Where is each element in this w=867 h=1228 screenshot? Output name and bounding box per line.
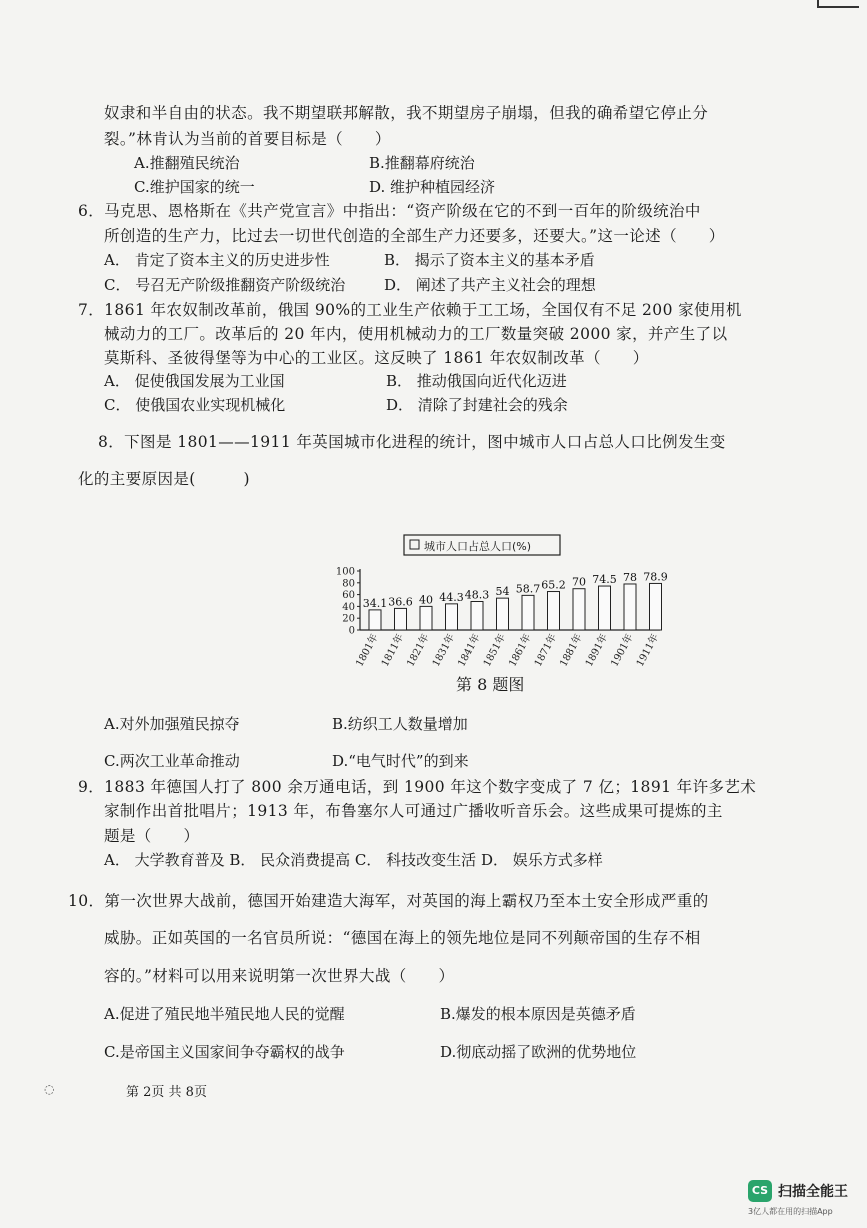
bar — [395, 608, 407, 630]
page-number: 第 2页 共 8页 — [126, 1085, 207, 1100]
chart-svg — [320, 533, 680, 673]
q6-line1: 6．马克思、恩格斯在《共产党宣言》中指出：“资产阶级在它的不到一百年的阶级统治中 — [78, 202, 701, 220]
bar-value-label: 78 — [623, 570, 637, 584]
q8-line1: 8．下图是 1801——1911 年英国城市化进程的统计，图中城市人口占总人口比例发生变 — [98, 433, 726, 451]
q5-option-a: A.推翻殖民统治 — [134, 154, 240, 172]
q10-option-c: C.是帝国主义国家间争夺霸权的战争 — [104, 1043, 345, 1061]
bar — [369, 610, 381, 630]
bar — [471, 602, 483, 630]
bar-value-label: 58.7 — [515, 582, 541, 596]
y-tick-label: 20 — [342, 613, 355, 625]
legend-swatch — [410, 540, 419, 549]
bar — [599, 586, 611, 630]
bar — [522, 595, 534, 630]
x-tick-label: 1841年 — [456, 632, 483, 669]
bar-value-label: 36.6 — [388, 595, 413, 609]
q8-line2: 化的主要原因是( ) — [78, 470, 250, 488]
bar — [573, 589, 585, 630]
bar-value-label: 74.5 — [592, 573, 617, 587]
y-tick-label: 40 — [342, 601, 355, 613]
x-tick-label: 1871年 — [532, 632, 560, 669]
bar-value-label: 48.3 — [464, 588, 490, 602]
q10-option-b: B.爆发的根本原因是英德矛盾 — [440, 1005, 636, 1023]
x-tick-label: 1911年 — [634, 632, 662, 669]
q8-option-a: A.对外加强殖民掠夺 — [104, 715, 240, 733]
q6-line2: 所创造的生产力，比过去一切世代创造的全部生产力还要多，还要大。”这一论述（ ） — [104, 227, 725, 245]
bar — [446, 604, 458, 630]
q5-line1: 奴隶和半自由的状态。我不期望联邦解散，我不期望房子崩塌，但我的确希望它停止分 — [104, 104, 709, 122]
q7-option-d: D． 清除了封建社会的残余 — [386, 396, 568, 414]
watermark-name: 扫描全能王 — [778, 1184, 848, 1200]
bar — [548, 592, 560, 630]
bar-value-label: 54 — [495, 585, 510, 599]
x-tick-label: 1831年 — [430, 632, 458, 669]
y-tick-label: 100 — [335, 566, 355, 578]
q7-option-c: C． 使俄国农业实现机械化 — [104, 396, 286, 414]
q9-line1: 9．1883 年德国人打了 800 余万通电话，到 1900 年这个数字变成了 7 亿；1891 年许多艺术 — [78, 778, 757, 796]
x-tick-label: 1851年 — [481, 632, 509, 669]
q5-option-d: D. 维护种植园经济 — [369, 178, 496, 196]
bar-value-label: 78.9 — [643, 570, 668, 584]
q5-option-b: B.推翻幕府统治 — [369, 154, 475, 172]
x-tick-label: 1821年 — [405, 632, 432, 669]
q6-option-b: B． 揭示了资本主义的基本矛盾 — [384, 251, 595, 269]
q8-option-b: B.纺织工人数量增加 — [332, 715, 468, 733]
x-tick-label: 1901年 — [609, 632, 636, 669]
q7-option-a: A． 促使俄国发展为工业国 — [104, 372, 285, 390]
bar-value-label: 65.2 — [541, 578, 566, 592]
y-tick-label: 80 — [342, 578, 355, 590]
x-tick-label: 1881年 — [558, 632, 585, 669]
footer-mark: ◌ — [44, 1082, 55, 1096]
q6-option-a: A． 肯定了资本主义的历史进步性 — [104, 251, 330, 269]
q7-line3: 莫斯科、圣彼得堡等为中心的工业区。这反映了 1861 年农奴制改革（ ） — [104, 349, 649, 367]
chart-caption: 第 8 题图 — [456, 675, 525, 694]
x-tick-label: 1811年 — [379, 632, 407, 669]
q9-line3: 题是（ ） — [104, 827, 200, 845]
y-tick-label: 60 — [342, 590, 355, 602]
q7-line2: 械动力的工厂。改革后的 20 年内，使用机械动力的工厂数量突破 2000 家，并产生了以 — [104, 325, 728, 343]
y-tick-label: 0 — [348, 625, 355, 637]
q7-line1: 7．1861 年农奴制改革前，俄国 90%的工业生产依赖于工工场，全国仅有不足 200 家使用机 — [78, 301, 742, 319]
q5-line2: 裂。”林肯认为当前的首要目标是（ ） — [104, 130, 391, 148]
bar — [624, 584, 636, 630]
x-tick-label: 1891年 — [583, 632, 611, 669]
x-tick-label: 1801年 — [354, 632, 381, 669]
q9-line2: 家制作出首批唱片；1913 年，布鲁塞尔人可通过广播收听音乐会。这些成果可提炼的主 — [104, 802, 723, 820]
bar-value-label: 34.1 — [362, 596, 388, 610]
q5-option-c: C.维护国家的统一 — [134, 178, 255, 196]
q10-line3: 容的。”材料可以用来说明第一次世界大战（ ） — [104, 967, 455, 985]
q6-option-c: C． 号召无产阶级推翻资产阶级统治 — [104, 276, 346, 294]
q10-line1: 10．第一次世界大战前，德国开始建造大海军，对英国的海上霸权乃至本土安全形成严重的 — [68, 892, 709, 910]
bar — [497, 598, 509, 630]
watermark-subtitle: 3亿人都在用的扫描App — [748, 1207, 833, 1216]
bar — [420, 606, 432, 630]
q10-line2: 威胁。正如英国的一名官员所说：“德国在海上的领先地位是同不列颠帝国的生存不相 — [104, 929, 701, 947]
bar-value-label: 70 — [572, 575, 586, 589]
q10-option-a: A.促进了殖民地半殖民地人民的觉醒 — [104, 1005, 345, 1023]
watermark-logo-icon: CS — [748, 1180, 772, 1202]
x-tick-label: 1861年 — [507, 632, 534, 669]
q10-option-d: D.彻底动摇了欧洲的优势地位 — [440, 1043, 637, 1061]
q6-option-d: D． 阐述了共产主义社会的理想 — [384, 276, 596, 294]
q9-options: A． 大学教育普及 B． 民众消费提高 C． 科技改变生活 D． 娱乐方式多样 — [104, 851, 603, 869]
legend-label: 城市人口占总人口(%) — [424, 540, 532, 553]
q8-option-c: C.两次工业革命推动 — [104, 752, 240, 770]
urbanization-chart — [320, 533, 680, 673]
bar — [650, 583, 662, 630]
bar-value-label: 44.3 — [439, 590, 464, 604]
corner-mark — [817, 0, 859, 8]
scanner-watermark — [748, 1180, 860, 1220]
bar-value-label: 40 — [419, 593, 433, 607]
q8-option-d: D.“电气时代”的到来 — [332, 752, 469, 770]
q7-option-b: B． 推动俄国向近代化迈进 — [386, 372, 567, 390]
